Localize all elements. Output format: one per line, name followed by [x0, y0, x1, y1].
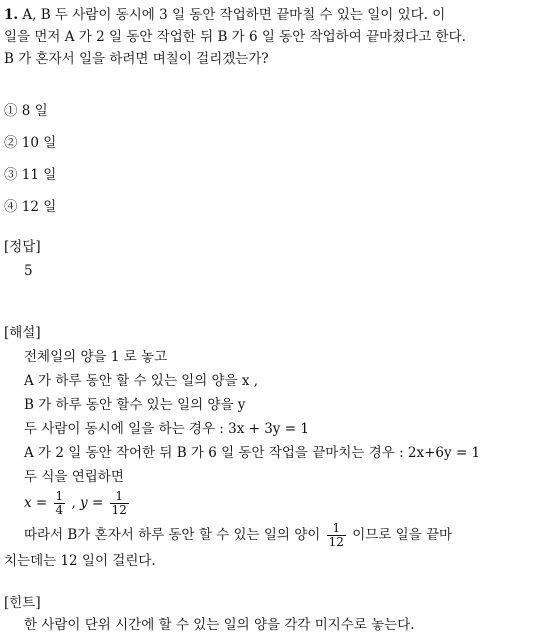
conclusion-line-2: 치는데는 12 일이 걸린다. — [4, 553, 156, 569]
explanation-line-4: 두 사람이 동시에 일을 하는 경우 : 3x + 3y = 1 — [24, 421, 309, 437]
choice-2: ② 10 일 — [4, 135, 57, 151]
choice-4: ④ 12 일 — [4, 199, 57, 215]
answer-label: [정답] — [4, 239, 41, 255]
separator: , — [71, 495, 76, 511]
x-fraction — [54, 490, 66, 517]
y-fraction — [110, 490, 129, 517]
explanation-line-3: B 가 하루 동안 할수 있는 일의 양을 y — [24, 397, 246, 413]
choice-1: ① 8 일 — [4, 103, 48, 119]
question-text-2: 일을 먼저 A 가 2 일 동안 작업한 뒤 B 가 6 일 동안 작업하여 끝마쳤다고 한다. — [4, 29, 466, 45]
conclusion-fraction — [327, 522, 346, 549]
question-line-1 — [4, 6, 445, 24]
explanation-label: [해설] — [4, 325, 41, 341]
hint-text: 한 사람이 단위 시간에 할 수 있는 일의 양을 각각 미지수로 놓는다. — [24, 617, 415, 633]
question-text-1: A, B 두 사람이 동시에 3 일 동안 작업하면 끝마칠 수 있는 일이 있다. 이 — [22, 7, 446, 23]
choice-3: ③ 11 일 — [4, 167, 57, 183]
conclusion-numerator: 1 — [327, 522, 346, 536]
x-denominator: 4 — [55, 503, 64, 517]
hint-label: [힌트] — [4, 595, 41, 611]
conclusion-line — [24, 520, 452, 550]
question-number: 1. — [4, 7, 19, 23]
conclusion-denominator: 12 — [328, 535, 344, 549]
conclusion-text-b: 이므로 일을 끝마 — [352, 527, 453, 543]
x-equation: x = — [24, 495, 48, 511]
explanation-line-5: A 가 2 일 동안 작어한 뒤 B 가 6 일 동안 작업을 끝마치는 경우 : 2x+6y = 1 — [24, 445, 481, 461]
y-denominator: 12 — [111, 503, 127, 517]
answer-value: 5 — [24, 263, 33, 279]
y-numerator: 1 — [110, 490, 129, 504]
explanation-line-1: 전체일의 양을 1 로 놓고 — [24, 349, 168, 365]
explanation-line-2: A 가 하루 동안 할 수 있는 일의 양을 x , — [24, 373, 259, 389]
conclusion-text-a: 따라서 B가 혼자서 하루 동안 할 수 있는 일의 양이 — [24, 527, 321, 543]
explanation-line-6: 두 식을 연립하면 — [24, 469, 124, 485]
solution-line — [24, 488, 131, 518]
question-text-3: B 가 혼자서 일을 하려면 며칠이 걸리겠는가? — [4, 51, 269, 67]
y-equation: y = — [80, 495, 104, 511]
x-numerator: 1 — [55, 489, 64, 503]
